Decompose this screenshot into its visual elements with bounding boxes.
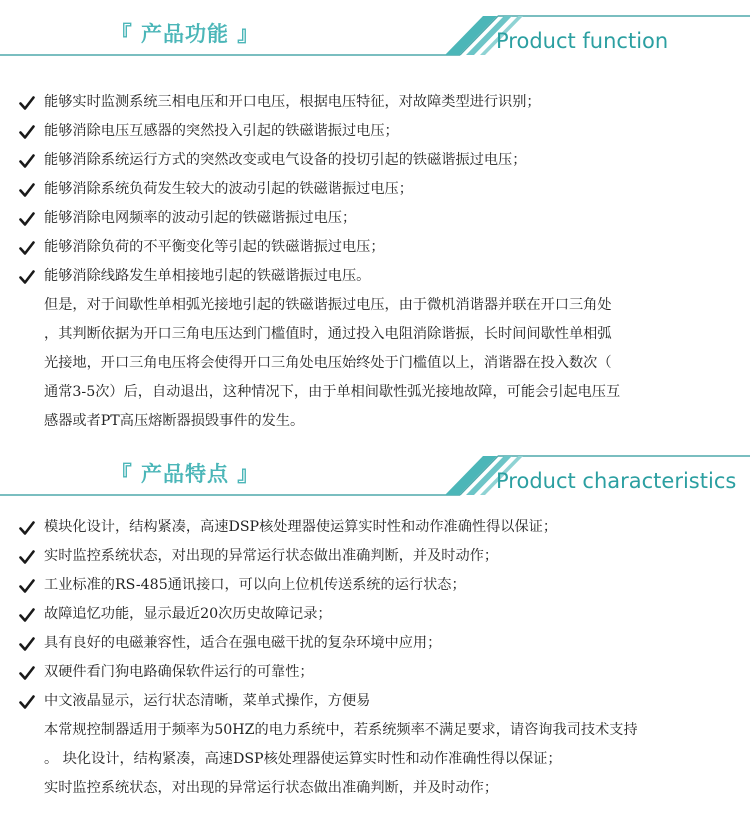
checkmark-icon [19, 270, 35, 284]
checkmark-icon [19, 637, 35, 651]
checkmark-icon [19, 579, 35, 593]
list-item-text: 能够消除电压互感器的突然投入引起的铁磁谐振过电压； [44, 123, 399, 139]
list-item-text: 能够消除系统运行方式的突然改变或电气设备的投切引起的铁磁谐振过电压； [44, 152, 527, 168]
paragraph-line: 本常规控制器适用于频率为50HZ的电力系统中，若系统频率不满足要求，请咨询我司技术支持 [44, 722, 638, 738]
section-header-function [0, 12, 750, 68]
list-item-text: 能够消除电网频率的波动引起的铁磁谐振过电压； [44, 210, 357, 226]
list-item [0, 542, 750, 571]
list-item [0, 658, 750, 687]
paragraph-line: 感器或者PT高压熔断器损毁事件的发生。 [44, 413, 305, 429]
section-header-characteristics [0, 452, 750, 508]
list-item-text: 具有良好的电磁兼容性，适合在强电磁干扰的复杂环境中应用； [44, 635, 442, 651]
list-item [0, 233, 750, 262]
checkmark-icon [19, 241, 35, 255]
list-item-text: 能够消除系统负荷发生较大的波动引起的铁磁谐振过电压； [44, 181, 413, 197]
list-item-text: 故障追忆功能，显示最近20次历史故障记录； [44, 606, 332, 622]
paragraph-line: 但是，对于间歇性单相弧光接地引起的铁磁谐振过电压，由于微机消谐器并联在开口三角处 [44, 297, 612, 313]
list-item-text: 工业标准的RS-485通讯接口，可以向上位机传送系统的运行状态； [44, 577, 466, 593]
list-item [0, 687, 750, 716]
checkmark-icon [19, 695, 35, 709]
list-item-text: 模块化设计，结构紧凑，高速DSP核处理器使运算实时性和动作准确性得以保证； [44, 519, 558, 535]
paragraph-line: 实时监控系统状态，对出现的异常运行状态做出准确判断，并及时动作； [44, 780, 499, 796]
list-item [0, 600, 750, 629]
paragraph-line: 。 块化设计，结构紧凑，高速DSP核处理器使运算实时性和动作准确性得以保证； [44, 751, 562, 767]
list-item [0, 204, 750, 233]
checkmark-icon [19, 212, 35, 226]
list-item-text: 能够消除线路发生单相接地引起的铁磁谐振过电压。 [44, 268, 371, 284]
list-item-text: 能够消除负荷的不平衡变化等引起的铁磁谐振过电压； [44, 239, 385, 255]
list-item [0, 175, 750, 204]
section-title: 『 产品特点 』 [110, 462, 260, 486]
list-item [0, 513, 750, 542]
section-title-en: Product function [496, 29, 669, 53]
list-item-text: 中文液晶显示，运行状态清晰，菜单式操作，方便易 [44, 693, 371, 709]
checkmark-icon [19, 608, 35, 622]
list-item [0, 262, 750, 291]
function-paragraph [44, 291, 734, 436]
list-item [0, 629, 750, 658]
checkmark-icon [19, 154, 35, 168]
list-item [0, 571, 750, 600]
function-list [0, 88, 750, 291]
list-item-text: 实时监控系统状态，对出现的异常运行状态做出准确判断，并及时动作； [44, 548, 499, 564]
checkmark-icon [19, 666, 35, 680]
section-title: 『 产品功能 』 [110, 22, 260, 46]
section-title-en: Product characteristics [496, 469, 737, 493]
list-item [0, 117, 750, 146]
list-item-text: 能够实时监测系统三相电压和开口电压，根据电压特征，对故障类型进行识别； [44, 94, 541, 110]
checkmark-icon [19, 96, 35, 110]
list-item-text: 双硬件看门狗电路确保软件运行的可靠性； [44, 664, 314, 680]
paragraph-line: 光接地，开口三角电压将会使得开口三角处电压始终处于门槛值以上，消谐器在投入数次（ [44, 355, 612, 371]
paragraph-line: ，其判断依据为开口三角电压达到门槛值时，通过投入电阻消除谐振，长时间间歇性单相弧 [44, 326, 612, 342]
checkmark-icon [19, 183, 35, 197]
paragraph-line: 通常3-5次）后，自动退出，这种情况下，由于单相间歇性弧光接地故障，可能会引起电压互 [44, 384, 621, 400]
checkmark-icon [19, 521, 35, 535]
characteristics-list [0, 513, 750, 716]
characteristics-paragraph [44, 716, 734, 803]
checkmark-icon [19, 125, 35, 139]
list-item [0, 146, 750, 175]
list-item [0, 88, 750, 117]
checkmark-icon [19, 550, 35, 564]
